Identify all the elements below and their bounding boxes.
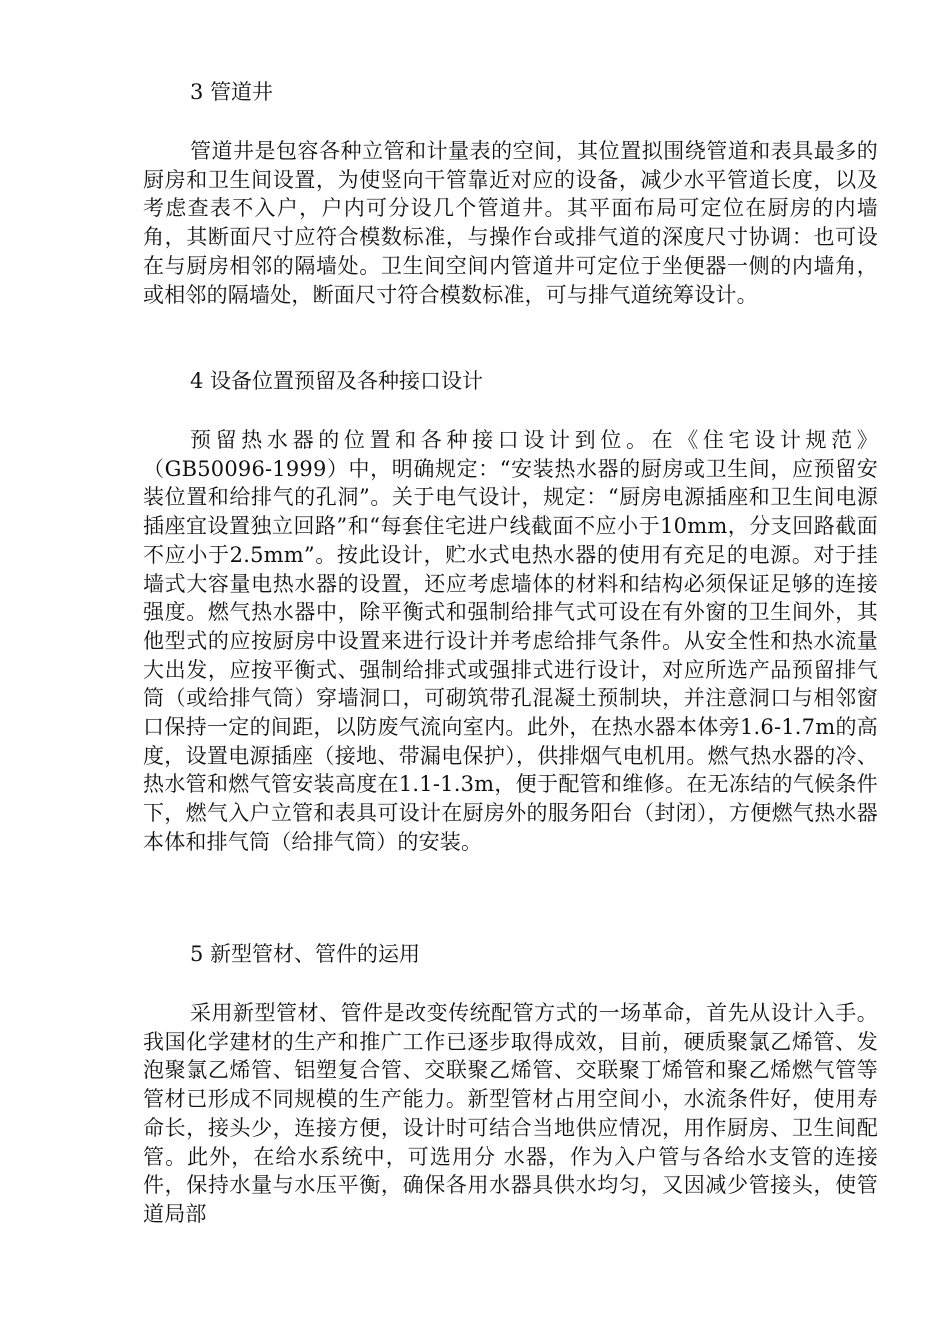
section-heading-3: 3 管道井 — [190, 80, 274, 104]
section-heading-4: 4 设备位置预留及各种接口设计 — [190, 369, 484, 393]
section-heading-5: 5 新型管材、管件的运用 — [190, 942, 421, 966]
section-paragraph-5: 采用新型管材、管件是改变传统配管方式的一场革命，首先从设计入手。我国化学建材的生产和推广工作已逐步取得成效，目前，硬质聚氯乙烯管、发泡聚氯乙烯管、铝塑复合管、交联聚乙烯管、交联聚丁烯管和聚乙烯燃气管等管材已形成不同规模的生产能力。新型管材占用空间小，水流条件好，使用寿命长，接头少，连接方便，设计时可结合当地供应情况，用作厨房、卫生间配管。此外，在给水系统中，可选用分 水器，作为入户管与各给水支管的连接件，保持水量与水压平衡，确保各用水器具供水均匀，又因减少管接头，使管道局部 — [143, 1001, 878, 1226]
section-paragraph-4: 预留热水器的位置和各种接口设计到位。在《住宅设计规范》（GB50096-1999）中，明确规定：“安装热水器的厨房或卫生间，应预留安装位置和给排气的孔洞”。关于电气设计，规定：“厨房电源插座和卫生间电源插座宜设置独立回路”和“每套住宅进户线截面不应小于10mm，分支回路截面不应小于2.5mm”。按此设计，贮水式电热水器的使用有充足的电源。对于挂墙式大容量电热水器的设置，还应考虑墙体的材料和结构必须保证足够的连接强度。燃气热水器中，除平衡式和强制给排气式可设在有外窗的卫生间外，其他型式的应按厨房中设置来进行设计并考虑给排气条件。从安全性和热水流量大出发，应按平衡式、强制给排式或强排式进行设计，对应所选产品预留排气筒（或给排气筒）穿墙洞口，可砌筑带孔混凝土预制块，并注意洞口与相邻窗口保持一定的间距，以防废气流向室内。此外，在热水器本体旁1.6-1.7m的高度，设置电源插座（接地、带漏电保护），供排烟气电机用。燃气热水器的冷、热水管和燃气管安装高度在1.1-1.3m，便于配管和维修。在无冻结的气候条件下，燃气入户立管和表具可设计在厨房外的服务阳台（封闭），方便燃气热水器本体和排气筒（给排气筒）的安装。 — [143, 428, 878, 854]
section-paragraph-3: 管道井是包容各种立管和计量表的空间，其位置拟围绕管道和表具最多的厨房和卫生间设置，为使竖向干管靠近对应的设备，减少水平管道长度，以及考虑查表不入户，户内可分设几个管道井。其平面布局可定位在厨房的内墙角，其断面尺寸应符合模数标准，与操作台或排气道的深度尺寸协调：也可设在与厨房相邻的隔墙处。卫生间空间内管道井可定位于坐便器一侧的内墙角，或相邻的隔墙处，断面尺寸符合模数标准，可与排气道统筹设计。 — [143, 139, 878, 307]
